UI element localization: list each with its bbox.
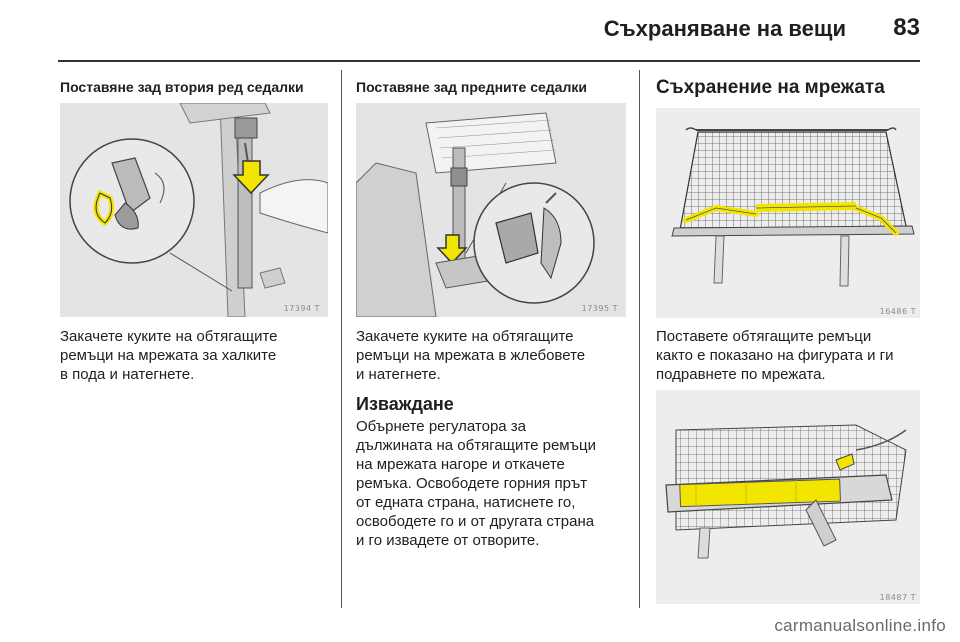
figure-second-row-illustration (60, 103, 328, 317)
header-divider (58, 60, 920, 62)
column-divider-1 (341, 70, 342, 608)
figure-code: 17395 T (581, 304, 618, 313)
page-title: Съхраняване на вещи (603, 16, 846, 41)
watermark: carmanualsonline.info (774, 616, 946, 635)
figure-front-seats-illustration (356, 103, 626, 317)
page-number: 83 (893, 14, 920, 41)
column-divider-2 (639, 70, 640, 608)
figure-net-storage-illustration (656, 108, 920, 318)
figure-code: 16486 T (879, 307, 916, 316)
figure-code: 18487 T (879, 593, 916, 602)
instruction-text-front-seats: Закачете куките на обтягащите ремъци на мрежата в жлебовете и натегнете. (356, 328, 586, 383)
removal-instructions: Обърнете регулатора за дължината на обтягащите ремъци на мрежата нагоре и откачете ремъка. Освободете горния прът от едната страна, натиснете го, освободете го и от другата страна и го извадете от отворите. (356, 418, 596, 549)
section-heading-front-seats: Поставяне зад предните седалки (356, 79, 587, 95)
figure-code: 17394 T (283, 304, 320, 313)
instruction-text-second-row: Закачете куките на обтягащите ремъци на мрежата за халките в пода и натегнете. (60, 328, 278, 383)
figure-rolled-net-illustration (656, 390, 920, 604)
removal-subheading: Изваждане (356, 394, 454, 414)
section-heading-net-storage: Съхранение на мрежата (656, 77, 885, 98)
instruction-text-net-storage: Поставете обтягащите ремъци както е показано на фигурата и ги подравнете по мрежата. (656, 328, 894, 383)
section-heading-second-row: Поставяне зад втория ред седалки (60, 79, 304, 95)
